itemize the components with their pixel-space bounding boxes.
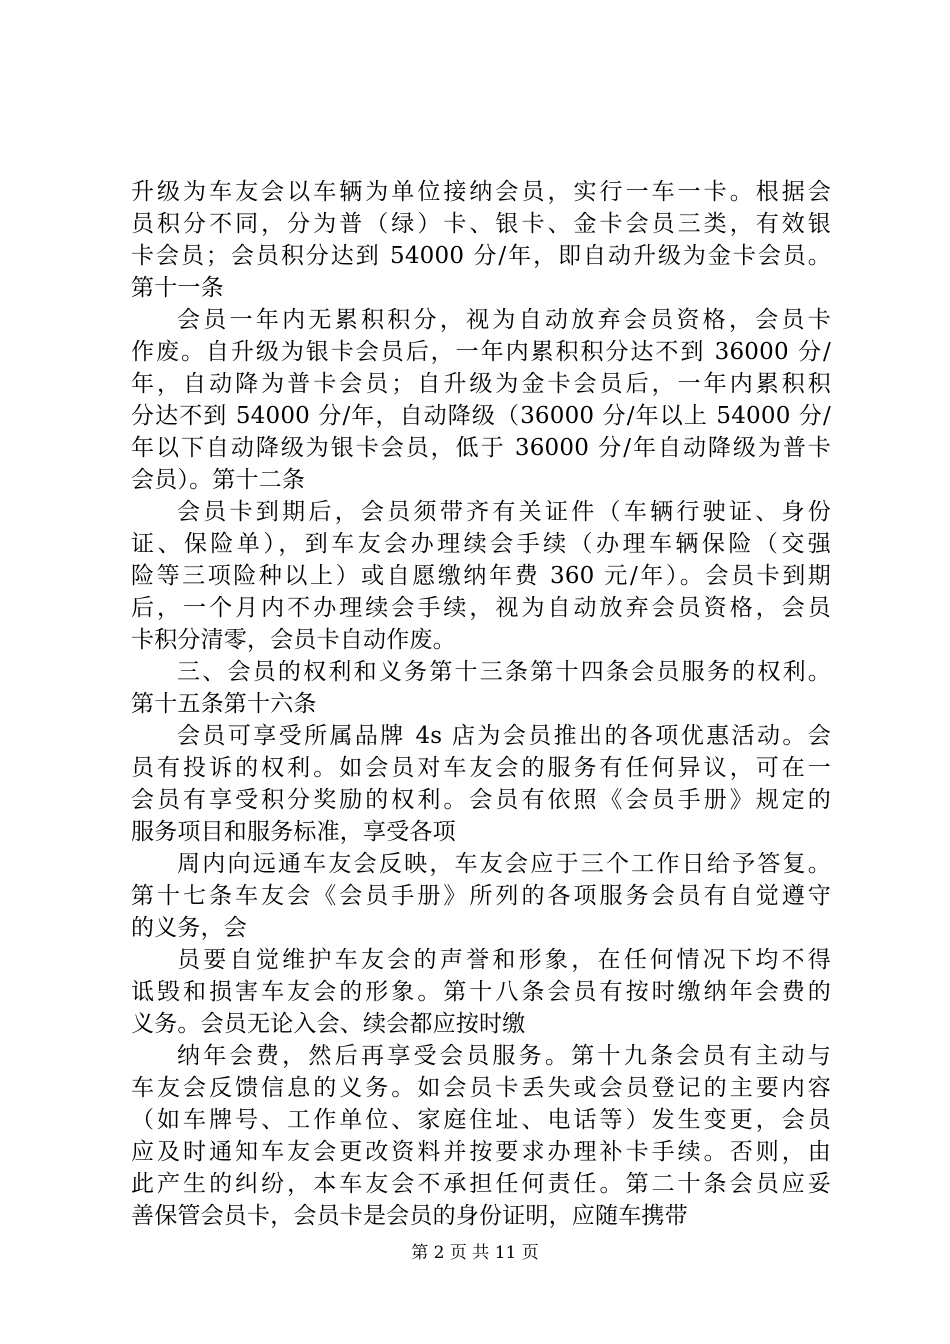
text-line: 善保管会员卡，会员卡是会员的身份证明，应随车携带 bbox=[131, 1203, 688, 1229]
text-line: 的义务，会 bbox=[131, 915, 247, 941]
text-line: 作废。自升级为银卡会员后，一年内累积积分达不到 36000 分/ bbox=[131, 339, 832, 365]
text-line: 会员可享受所属品牌 4s 店为会员推出的各项优惠活动。会 bbox=[177, 723, 831, 749]
text-line: 会员）。第十二条 bbox=[131, 467, 306, 493]
text-line: 证、保险单），到车友会办理续会手续（办理车辆保险（交强 bbox=[131, 531, 831, 557]
text-line: 义务。会员无论入会、续会都应按时缴 bbox=[131, 1011, 526, 1037]
text-line: 服务项目和服务标准，享受各项 bbox=[131, 819, 456, 845]
text-line: 员要自觉维护车友会的声誉和形象，在任何情况下均不得 bbox=[177, 947, 831, 973]
text-line: 卡会员；会员积分达到 54000 分/年，即自动升级为金卡会员。 bbox=[131, 243, 831, 269]
text-line: 后，一个月内不办理续会手续，视为自动放弃会员资格，会员 bbox=[131, 595, 831, 621]
text-line: 会员卡到期后，会员须带齐有关证件（车辆行驶证、身份 bbox=[177, 499, 831, 525]
text-line: 员积分不同，分为普（绿）卡、银卡、金卡会员三类，有效银 bbox=[131, 211, 831, 237]
text-line: 分达不到 54000 分/年，自动降级（36000 分/年以上 54000 分/ bbox=[131, 403, 831, 429]
document-body bbox=[131, 176, 831, 1232]
text-line: 应及时通知车友会更改资料并按要求办理补卡手续。否则，由 bbox=[131, 1139, 831, 1165]
text-line: 会员一年内无累积积分，视为自动放弃会员资格，会员卡 bbox=[177, 307, 831, 333]
text-line: 卡积分清零，会员卡自动作废。 bbox=[131, 627, 456, 653]
text-line: 纳年会费，然后再享受会员服务。第十九条会员有主动与 bbox=[177, 1043, 831, 1069]
text-line: 员有投诉的权利。如会员对车友会的服务有任何异议，可在一 bbox=[131, 755, 831, 781]
text-line: 第十七条车友会《会员手册》所列的各项服务会员有自觉遵守 bbox=[131, 883, 831, 909]
text-line: 诋毁和损害车友会的形象。第十八条会员有按时缴纳年会费的 bbox=[131, 979, 831, 1005]
text-line: 年以下自动降级为银卡会员，低于 36000 分/年自动降级为普卡 bbox=[131, 435, 831, 461]
text-line: 此产生的纠纷，本车友会不承担任何责任。第二十条会员应妥 bbox=[131, 1171, 831, 1197]
text-line: （如车牌号、工作单位、家庭住址、电话等）发生变更，会员 bbox=[131, 1107, 831, 1133]
text-line: 会员有享受积分奖励的权利。会员有依照《会员手册》规定的 bbox=[131, 787, 831, 813]
page-number-footer: 第 2 页 共 11 页 bbox=[411, 1243, 539, 1263]
text-line: 车友会反馈信息的义务。如会员卡丢失或会员登记的主要内容 bbox=[131, 1075, 831, 1101]
text-line: 三、会员的权利和义务第十三条第十四条会员服务的权利。 bbox=[177, 659, 831, 685]
text-line: 升级为车友会以车辆为单位接纳会员，实行一车一卡。根据会 bbox=[131, 179, 831, 205]
text-line: 周内向远通车友会反映，车友会应于三个工作日给予答复。 bbox=[177, 851, 831, 877]
text-line: 第十一条 bbox=[131, 275, 224, 301]
text-line: 险等三项险种以上）或自愿缴纳年费 360 元/年）。会员卡到期 bbox=[131, 563, 831, 589]
text-line: 第十五条第十六条 bbox=[131, 691, 317, 717]
text-line: 年，自动降为普卡会员；自升级为金卡会员后，一年内累积积 bbox=[131, 371, 831, 397]
